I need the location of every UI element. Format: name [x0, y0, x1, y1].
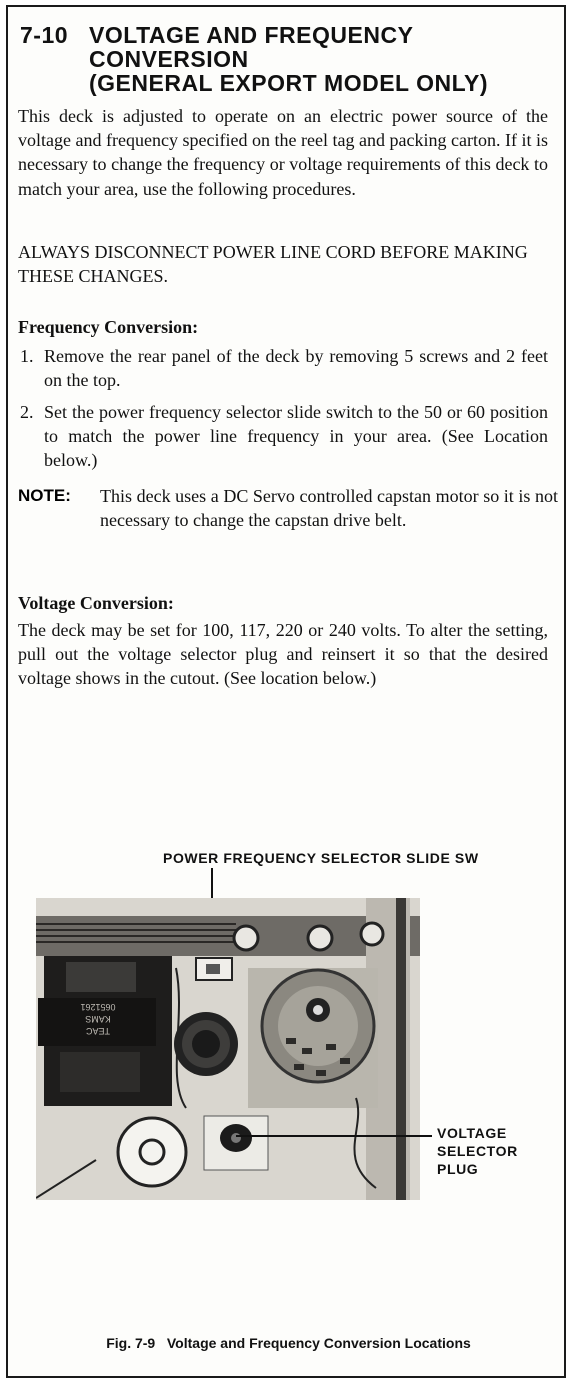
note-label: NOTE:	[18, 486, 71, 505]
step-number: 2.	[20, 402, 34, 422]
step-text: Set the power frequency selector slide switch to the 50 or 60 position to match the power line frequency in your area. (See Location below.)	[44, 402, 548, 471]
deck-interior-photo	[36, 898, 420, 1200]
voltage-paragraph: The deck may be set for 100, 117, 220 or 240 volts. To alter the setting, pull out the voltage selector plug and reinsert it so that the desired voltage shows in the cutout. (See location below.)	[18, 620, 548, 689]
section-title-line-2: CONVERSION	[89, 46, 249, 72]
disconnect-warning: ALWAYS DISCONNECT POWER LINE CORD BEFORE MAKING THESE CHANGES.	[18, 242, 528, 287]
intro-paragraph: This deck is adjusted to operate on an electric power source of the voltage and frequency specified on the reel tag and packing carton. If it is necessary to change the frequency or voltage requirements of this deck to match your area, use the following procedures.	[18, 106, 548, 199]
section-title-line-3: (GENERAL EXPORT MODEL ONLY)	[89, 70, 489, 96]
svg-text:TEAC: TEAC	[85, 1026, 111, 1036]
step-text: Remove the rear panel of the deck by removing 5 screws and 2 feet on the top.	[44, 346, 548, 391]
frequency-step-1	[20, 344, 548, 392]
callout-leader-voltage	[236, 1135, 432, 1137]
callout-voltage-plug: VOLTAGE SELECTOR PLUG	[437, 1125, 518, 1177]
section-title-line-1: VOLTAGE AND FREQUENCY	[89, 22, 414, 48]
callout-frequency-switch: POWER FREQUENCY SELECTOR SLIDE SW	[163, 850, 479, 866]
svg-text:KAMS: KAMS	[85, 1014, 111, 1024]
frequency-heading: Frequency Conversion:	[18, 317, 199, 337]
voltage-heading: Voltage Conversion:	[18, 593, 174, 613]
section-number: 7-10	[20, 22, 69, 48]
svg-text:0651261: 0651261	[80, 1002, 116, 1012]
frequency-step-2	[20, 400, 548, 473]
figure-caption: Fig. 7-9 Voltage and Frequency Conversion Locations	[106, 1335, 471, 1351]
note-text: This deck uses a DC Servo controlled capstan motor so it is not necessary to change the capstan drive belt.	[100, 486, 558, 531]
step-number: 1.	[20, 346, 34, 366]
